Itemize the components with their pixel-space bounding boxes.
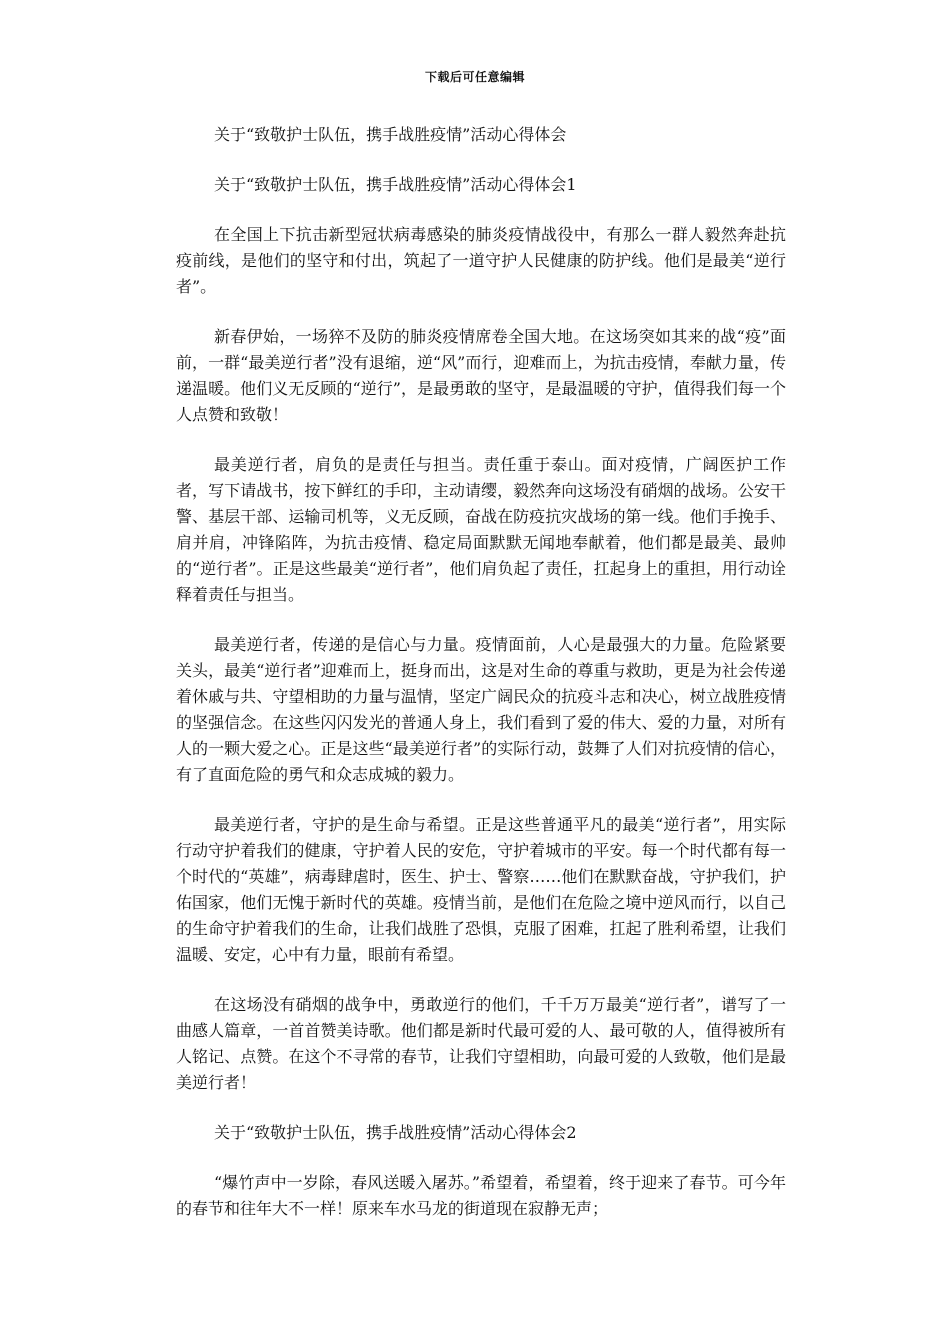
section-2-title: 关于“致敬护士队伍，携手战胜疫情”活动心得体会2: [214, 1123, 577, 1142]
section-1-paragraph-4: 最美逆行者，传递的是信心与力量。疫情面前，人心是最强大的力量。危险紧要关头，最美“逆行者”迎难而上，挺身而出，这是对生命的尊重与救助，更是为社会传递着休戚与共、守望相助的力量与温情，坚定广阔民众的抗疫斗志和决心，树立战胜疫情的坚强信念。在这些闪闪发光的普通人身上，我们看到了爱的伟大、爱的力量，对所有人的一颗大爱之心。正是这些“最美逆行者”的实际行动，鼓舞了人们对抗疫情的信心，有了直面危险的勇气和众志成城的毅力。: [176, 635, 786, 784]
section-2-paragraph-1: “爆竹声中一岁除，春风送暖入屠苏。”希望着，希望着，终于迎来了春节。可今年的春节和往年大不一样！原来车水马龙的街道现在寂静无声；: [176, 1173, 786, 1218]
section-1-paragraph-1: 在全国上下抗击新型冠状病毒感染的肺炎疫情战役中，有那么一群人毅然奔赴抗疫前线，是他们的坚守和付出，筑起了一道守护人民健康的防护线。他们是最美“逆行者”。: [176, 225, 786, 296]
document-body: [176, 122, 786, 1246]
section-1-paragraph-6: 在这场没有硝烟的战争中，勇敢逆行的他们，千千万万最美“逆行者”，谱写了一曲感人篇章，一首首赞美诗歌。他们都是新时代最可爱的人、最可敬的人，值得被所有人铭记、点赞。在这个不寻常的春节，让我们守望相助，向最可爱的人致敬，他们是最美逆行者！: [176, 995, 786, 1092]
section-1-paragraph-5: 最美逆行者，守护的是生命与希望。正是这些普通平凡的最美“逆行者”，用实际行动守护着我们的健康，守护着人民的安危，守护着城市的平安。每一个时代都有每一个时代的“英雄”，病毒肆虐时，医生、护士、警察……他们在默默奋战，守护我们，护佑国家，他们无愧于新时代的英雄。疫情当前，是他们在危险之境中逆风而行，以自己的生命守护着我们的生命，让我们战胜了恐惧，克服了困难，扛起了胜利希望，让我们温暖、安定，心中有力量，眼前有希望。: [176, 815, 786, 964]
section-1-title: 关于“致敬护士队伍，携手战胜疫情”活动心得体会1: [214, 175, 577, 194]
section-1-paragraph-3: 最美逆行者，肩负的是责任与担当。责任重于泰山。面对疫情，广阔医护工作者，写下请战书，按下鲜红的手印，主动请缨，毅然奔向这场没有硝烟的战场。公安干警、基层干部、运输司机等，义无反顾，奋战在防疫抗灾战场的第一线。他们手挽手、肩并肩，冲锋陷阵，为抗击疫情、稳定局面默默无闻地奉献着，他们都是最美、最帅的“逆行者”。正是这些最美“逆行者”，他们肩负起了责任，扛起身上的重担，用行动诠释着责任与担当。: [176, 455, 786, 604]
section-1-paragraph-2: 新春伊始，一场猝不及防的肺炎疫情席卷全国大地。在这场突如其来的战“疫”面前，一群“最美逆行者”没有退缩，逆“风”而行，迎难而上，为抗击疫情，奉献力量，传递温暖。他们义无反顾的“逆行”，是最勇敢的坚守，是最温暖的守护，值得我们每一个人点赞和致敬！: [176, 327, 786, 424]
download-note: 下载后可任意编辑: [424, 70, 525, 84]
document-title: 关于“致敬护士队伍，携手战胜疫情”活动心得体会: [214, 125, 567, 144]
